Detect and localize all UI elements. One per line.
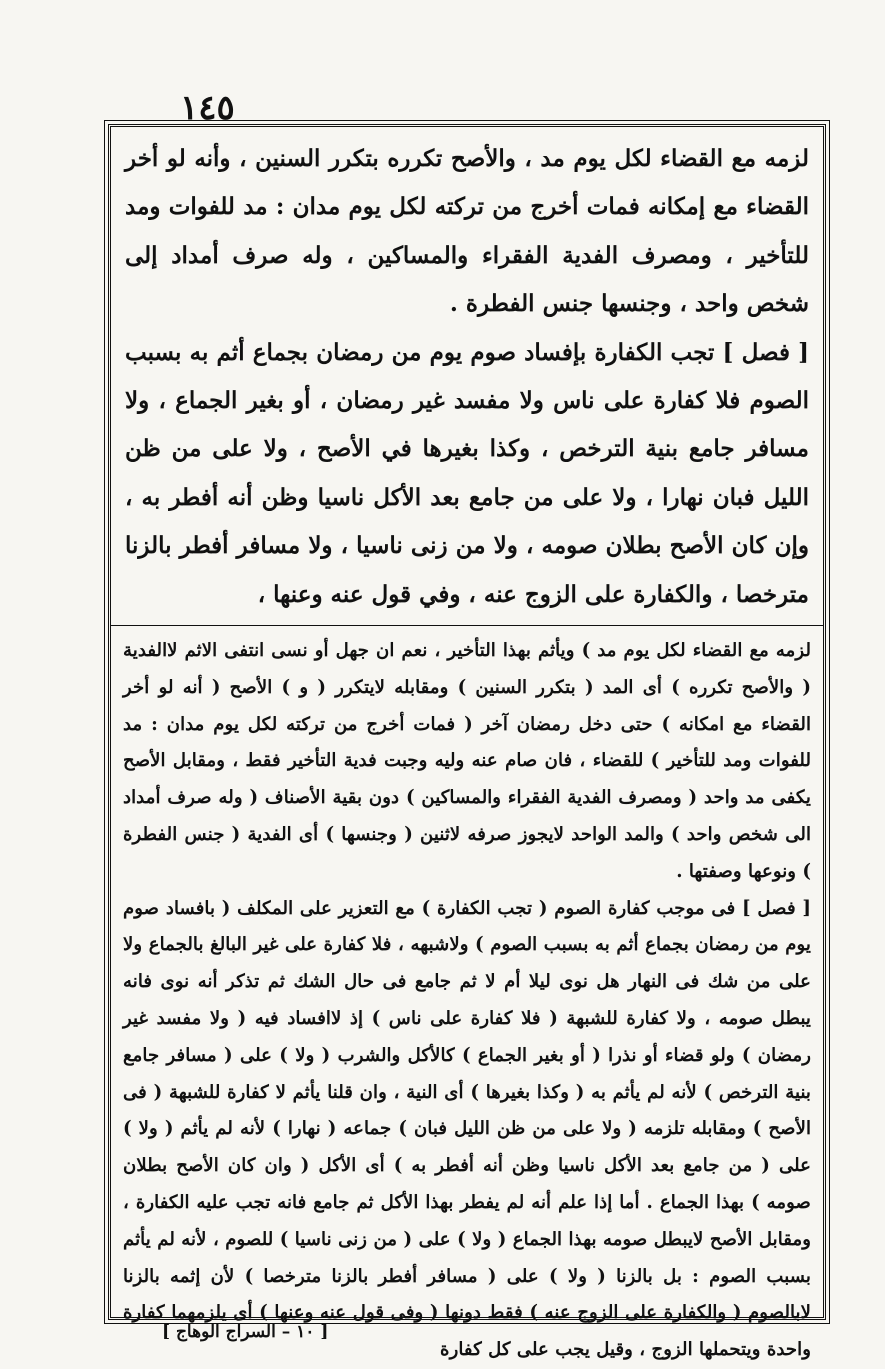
page-number: ١٤٥ [180,88,235,128]
section-divider [111,625,823,626]
page-footer: [ ١٠ – السراج الوهاج ] [162,1322,329,1342]
main-paragraph-2: [ فصل ] تجب الكفارة بإفساد صوم يوم من رمضان بجماع أثم به بسبب الصوم فلا كفارة على ناس ولا مفسد غير رمضان ، أو بغير الجماع ، ولا مسافر جامع بنية الترخص ، وكذا بغيرها في الأصح ، ولا على من ظن الليل فبان نهارا ، ولا على من جامع بعد الأكل ناسيا وظن أنه أفطر به ، وإن كان الأصح بطلان صومه ، ولا من زنى ناسيا ، ولا مسافر أفطر بالزنا مترخصا ، والكفارة على الزوج عنه ، وفي قول عنه وعنها ، [125,338,809,608]
commentary-paragraph-2: [ فصل ] فى موجب كفارة الصوم ( تجب الكفارة ) مع التعزير على المكلف ( بافساد صوم يوم من رمضان بجماع أثم به بسبب الصوم ) ولاشبهه ، فلا كفارة على غير البالغ بالجماع ولا على من شك فى النهار هل نوى ليلا أم لا ثم جامع فى حال الشك ثم تذكر أنه نوى فانه يبطل صومه ، ولا كفارة للشبهة ( فلا كفارة على ناس ) إذ لاافساد فيه ( ولا مفسد غير رمضان ) ولو قضاء أو نذرا ( أو بغير الجماع ) كالأكل والشرب ( ولا ) على ( مسافر جامع بنية الترخص ) لأنه لم يأثم به ( وكذا بغيرها ) أى النية ، وان قلنا يأثم لا كفارة للشبهة ( فى الأصح ) ومقابله تلزمه ( ولا على من ظن الليل فبان ) جماعه ( نهارا ) لأنه لم يأثم ( ولا ) على ( من جامع بعد الأكل ناسيا وظن أنه أفطر به ) أى الأكل ( وان كان الأصح بطلان صومه ) بهذا الجماع . أما إذا علم أنه لم يفطر بهذا الأكل ثم جامع فانه تجب عليه الكفارة ، ومقابل الأصح لايبطل صومه بهذا الجماع ( ولا ) على ( من زنى ناسيا ) للصوم ، لأنه لم يأثم بسبب الصوم : بل بالزنا ( ولا ) على ( مسافر أفطر بالزنا مترخصا ) لأن إثمه بالزنا لابالصوم ( والكفارة على الزوج عنه ) فقط دونها ( وفى قول عنه وعنها ) أى يلزمهما كفارة واحدة ويتحملها الزوج ، وقيل يجب على كل كفارة [123,897,811,1361]
main-paragraph-1: لزمه مع القضاء لكل يوم مد ، والأصح تكرره بتكرر السنين ، وأنه لو أخر القضاء مع إمكانه فمات أخرج من تركته لكل يوم مدان : مد للفوات ومد للتأخير ، ومصرف الفدية الفقراء والمساكين ، وله صرف أمداد إلى شخص واحد ، وجنسها جنس الفطرة . [125,145,809,318]
main-text [125,135,809,621]
commentary-paragraph-1: لزمه مع القضاء لكل يوم مد ) ويأثم بهذا التأخير ، نعم ان جهل أو نسى انتفى الاثم لاالفدية ( والأصح تكرره ) أى المد ( بتكرر السنين ) ومقابله لايتكرر ( و ) الأصح ( أنه لو أخر القضاء مع امكانه ) حتى دخل رمضان آخر ( فمات أخرج من تركته لكل يوم مدان : مد للفوات ومد للتأخير ) للقضاء ، فان صام عنه وليه وجبت فدية التأخير فقط ، ومقابل الأصح يكفى مد واحد ( ومصرف الفدية الفقراء والمساكين ) دون بقية الأصناف ( وله صرف أمداد الى شخص واحد ) والمد الواحد لايجوز صرفه لاثنين ( وجنسها ) أى الفدية ( جنس الفطرة ) ونوعها وصفتها . [123,640,811,882]
